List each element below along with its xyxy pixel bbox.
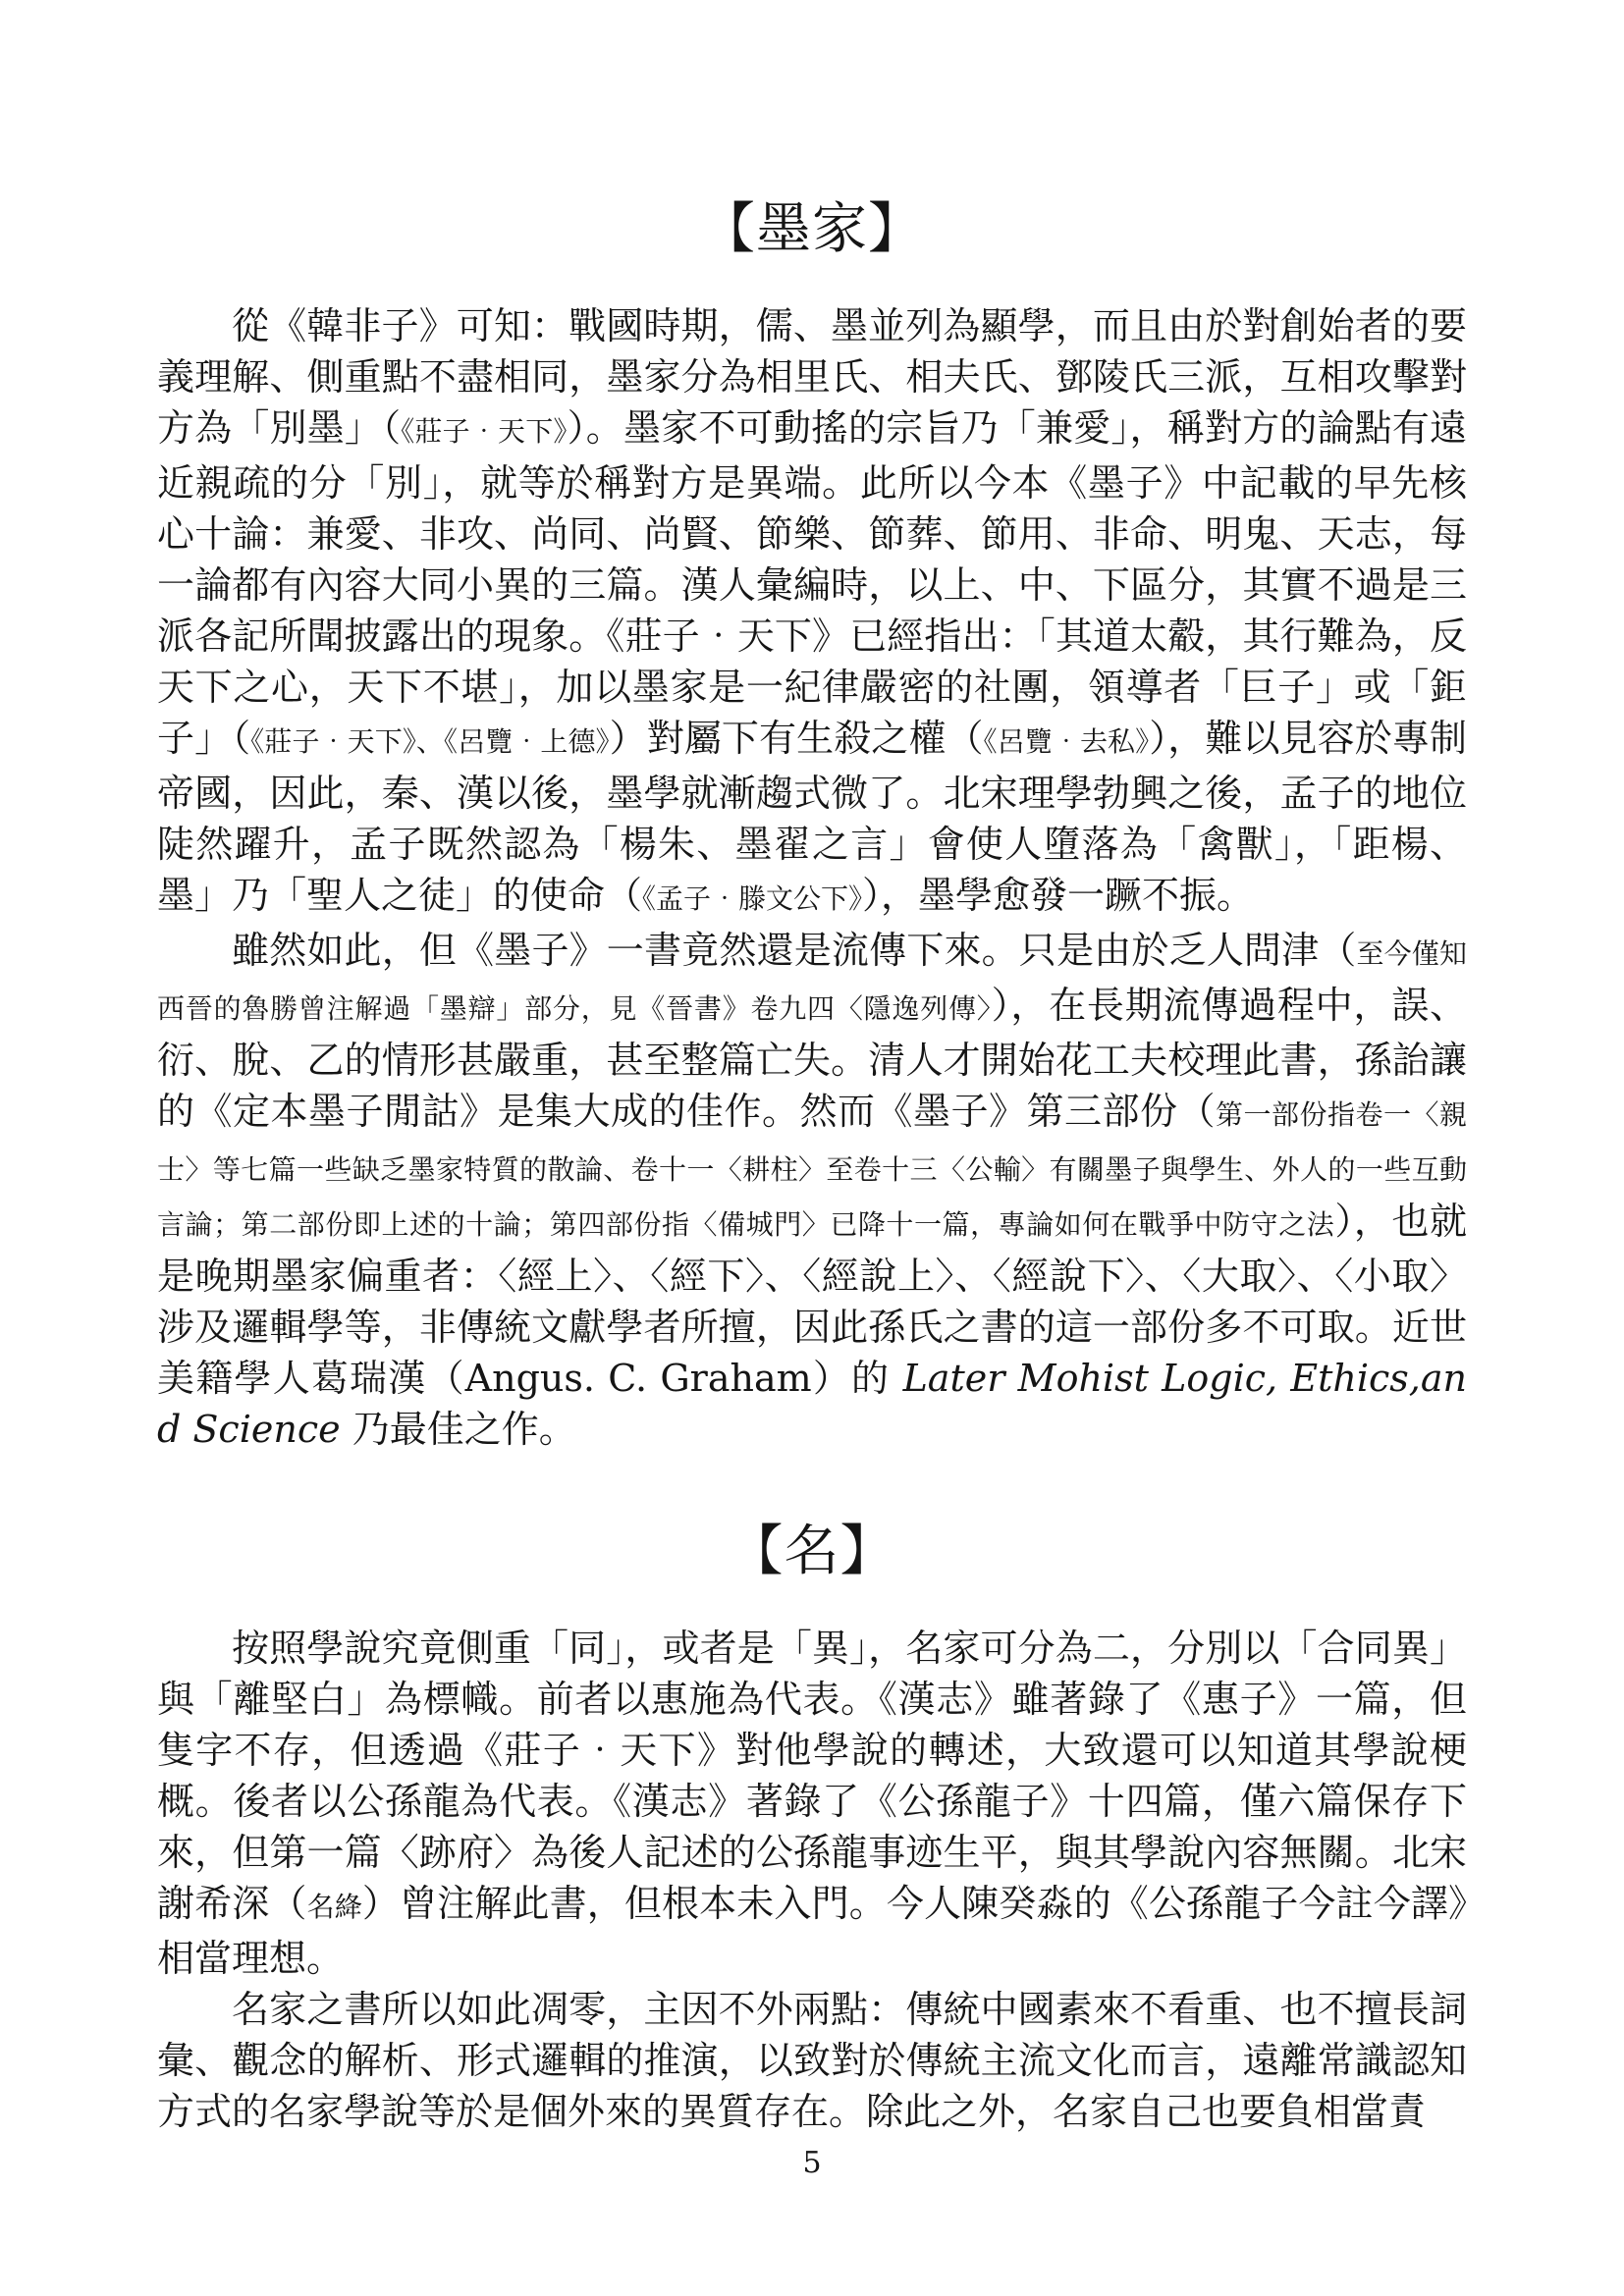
- section-title-ming: 【名】: [728, 1519, 896, 1583]
- inline-note: 《莊子‧天下》: [401, 414, 568, 448]
- body-text: ）曾注解此書，但根本未入門。今人陳癸淼的《公孫龍子今註今譯》相當理想。: [157, 1881, 1467, 1980]
- inline-note: 名絳: [306, 1890, 362, 1923]
- paragraph-mojia-2: [157, 925, 1467, 1455]
- body-text: 乃最佳之作。: [340, 1407, 576, 1451]
- body-text: ），也就是晚期墨家偏重者：〈經上〉、〈經下〉、〈經說上〉、〈經說下〉、〈大取〉、〈小取〉涉及邏輯學等，非傳統文獻學者所擅，因此孫氏之書的這一部份多不可取。近世美籍學人葛瑞漢（Angus. C. Graham）的: [157, 1199, 1467, 1400]
- page-footer: [0, 2146, 1624, 2180]
- body-text: ）。墨家不可動搖的宗旨乃「兼愛」，稱對方的論點有遠近親疏的分「別」，就等於稱對方是異端。此所以今本《墨子》中記載的早先核心十論：兼愛、非攻、尚同、尚賢、節樂、節葬、節用、非命、明鬼、天志，每一論都有內容大同小異的三篇。漢人彙編時，以上、中、下區分，其實不過是三派各記所聞披露出的現象。《莊子‧天下》已經指出：「其道太觳，其行難為，反天下之心，天下不堪」，加以墨家是一紀律嚴密的社團，領導者「巨子」或「鉅子」（: [157, 405, 1467, 760]
- inline-note: 《莊子‧天下》、《呂覽‧上德》: [250, 724, 610, 758]
- paragraph-ming-1: [157, 1623, 1467, 1984]
- paragraph-mojia-1: [157, 300, 1467, 925]
- body-text: 從《韓非子》可知：戰國時期，儒、墨並列為顯學，而且由於對創始者的要義理解、側重點不盡相同，墨家分為相里氏、相夫氏、鄧陵氏三派，互相攻擊對方為「別墨」（: [157, 303, 1467, 450]
- section-ming: [157, 1519, 1467, 2137]
- section-title-mojia: 【墨家】: [700, 197, 924, 261]
- body-text: 名家之書所以如此凋零，主因不外兩點：傳統中國素來不看重、也不擅長詞彙、觀念的解析、形式邏輯的推演，以致對於傳統主流文化而言，遠離常識認知方式的名家學說等於是個外來的異質存在。除此之外，名家自己也要負相當責: [157, 1987, 1467, 2133]
- inline-note: 《呂覽‧去私》: [983, 724, 1150, 758]
- paragraph-ming-2: [157, 1984, 1467, 2137]
- body-text: ），墨學愈發一蹶不振。: [862, 873, 1255, 917]
- body-text: ），在長期流傳過程中，誤、衍、脫、乙的情形甚嚴重，甚至整篇亡失。清人才開始花工夫校理此書，孫詒讓的《定本墨子閒詁》是集大成的佳作。然而《墨子》第三部份（: [157, 983, 1467, 1133]
- inline-note: 第一部份指卷一〈親士〉等七篇一些缺乏墨家特質的散論、卷十一〈耕柱〉至卷十三〈公輸〉有關墨子與學生、外人的一些互動言論；第二部份即上述的十論；第四部份指〈備城門〉已降十一篇，專論如何在戰爭中防守之法: [157, 1097, 1467, 1241]
- body-text: ），難以見容於專制帝國，因此，秦、漢以後，墨學就漸趨式微了。北宋理學勃興之後，孟子的地位陡然躍升，孟子既然認為「楊朱、墨翟之言」會使人墮落為「禽獸」，「距楊、墨」乃「聖人之徒」的使命（: [157, 716, 1467, 917]
- inline-note: 至今僅知西晉的魯勝曾注解過「墨辯」部分，見《晉書》卷九四〈隱逸列傳〉: [157, 936, 1467, 1025]
- section-mojia: [157, 197, 1467, 1455]
- inline-note: 《孟子‧滕文公下》: [642, 881, 863, 915]
- body-text: ）對屬下有生殺之權（: [609, 716, 984, 760]
- body-text: 按照學說究竟側重「同」，或者是「異」，名家可分為二，分別以「合同異」與「離堅白」為標幟。前者以惠施為代表。《漢志》雖著錄了《惠子》一篇，但隻字不存，但透過《莊子‧天下》對他學說的轉述，大致還可以知道其學說梗概。後者以公孫龍為代表。《漢志》著錄了《公孫龍子》十四篇，僅六篇保存下來，但第一篇〈跡府〉為後人記述的公孫龍事迹生平，與其學說內容無關。北宋謝希深（: [157, 1626, 1467, 1925]
- english-book-title: Later Mohist Logic, Ethics,and Science: [157, 1356, 1467, 1451]
- body-text: 雖然如此，但《墨子》一書竟然還是流傳下來。只是由於乏人問津（: [232, 928, 1357, 972]
- page-number: 5: [802, 2146, 822, 2180]
